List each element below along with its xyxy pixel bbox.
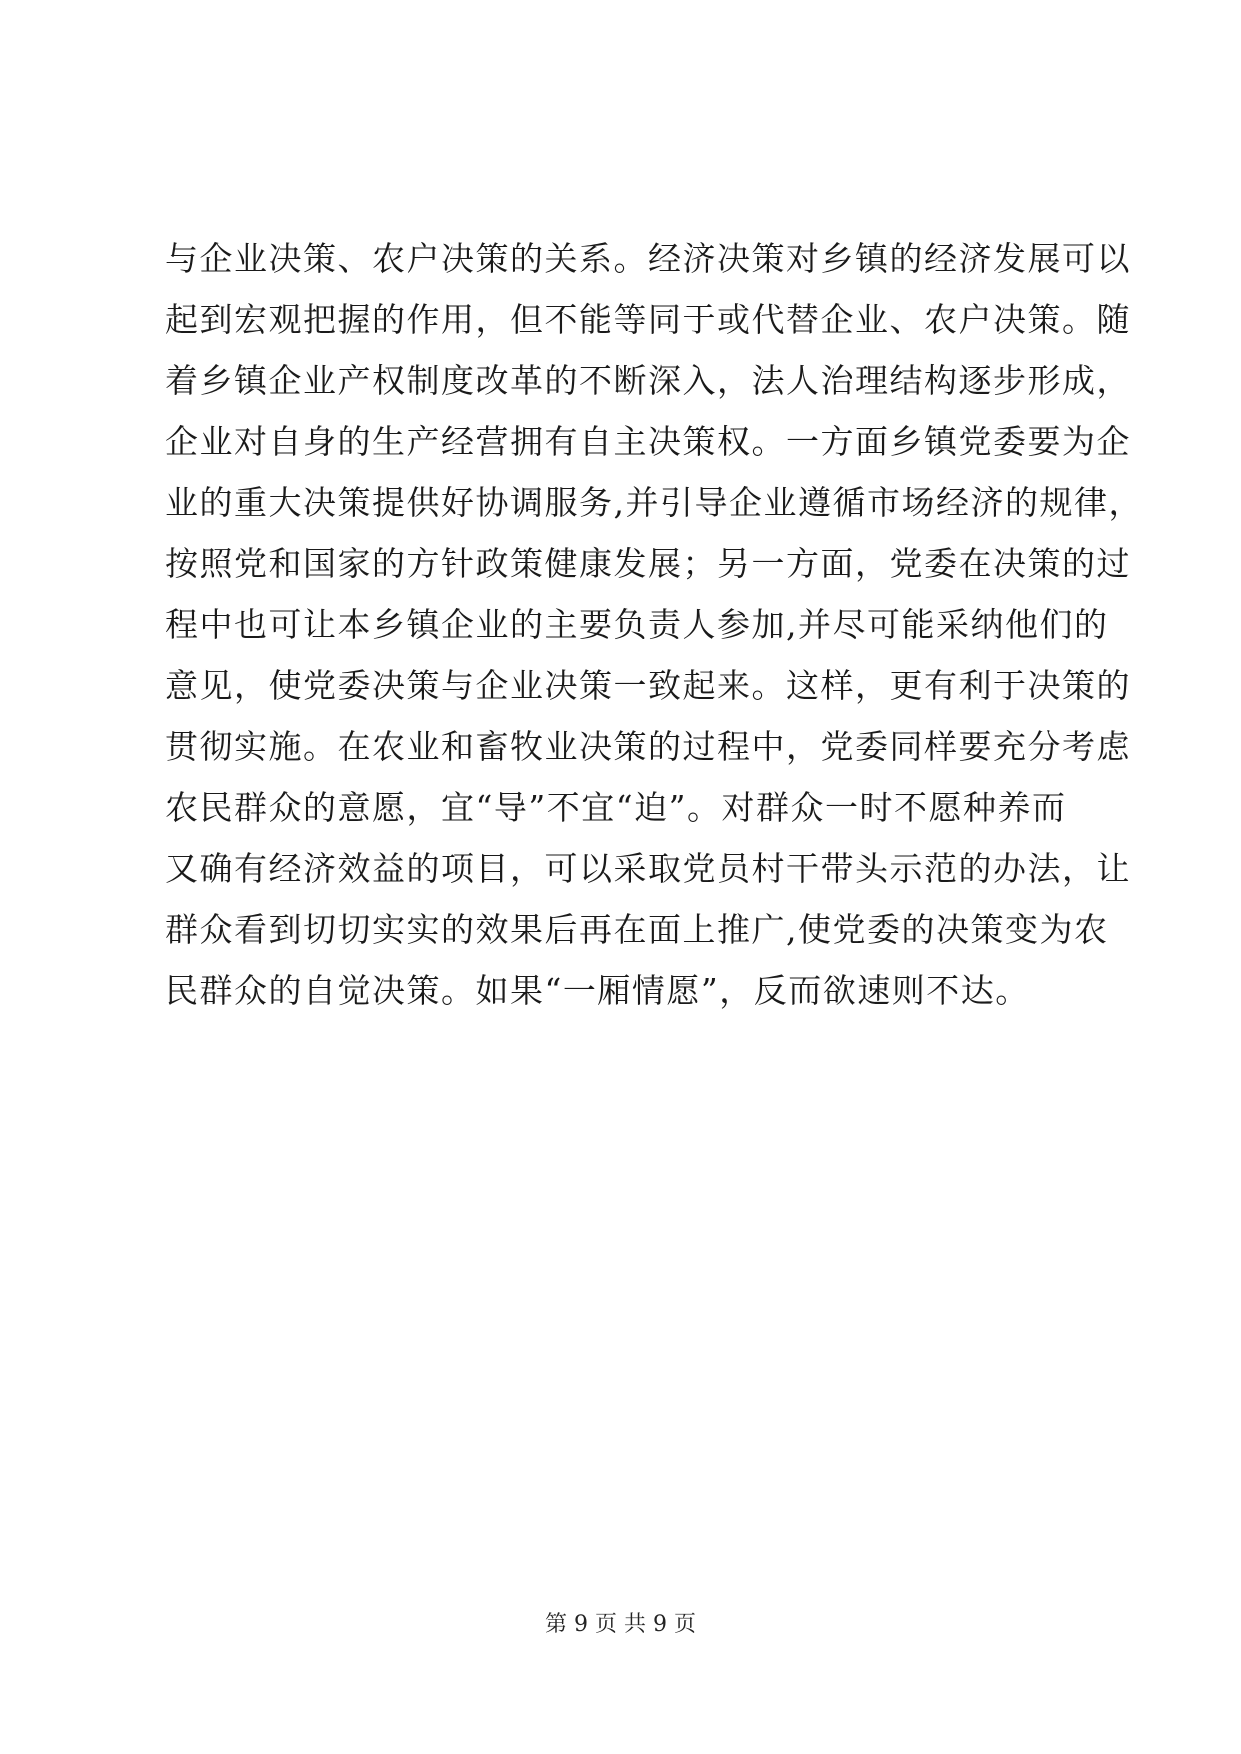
text-line-4: 企业对自身的生产经营拥有自主决策权。一方面乡镇党委要为企 [165,422,1131,461]
text-line-5: 业的重大决策提供好协调服务,并引导企业遵循市场经济的规律， [165,483,1143,522]
text-line-3: 着乡镇企业产权制度改革的不断深入，法人治理结构逐步形成， [165,361,1131,400]
text-line-12: 群众看到切切实实的效果后再在面上推广,使党委的决策变为农 [165,910,1109,949]
text-line-11: 又确有经济效益的项目，可以采取党员村干带头示范的办法，让 [165,849,1131,888]
text-line-2: 起到宏观把握的作用，但不能等同于或代替企业、农户决策。随 [165,300,1131,339]
text-line-9: 贯彻实施。在农业和畜牧业决策的过程中，党委同样要充分考虑 [165,727,1131,766]
text-line-10: 农民群众的意愿，宜“导”不宜“迫”。对群众一时不愿种养而 [165,788,1067,827]
text-line-6: 按照党和国家的方针政策健康发展；另一方面，党委在决策的过 [165,544,1131,583]
text-line-7: 程中也可让本乡镇企业的主要负责人参加,并尽可能采纳他们的 [165,605,1109,644]
body-paragraph [165,228,1143,1021]
text-line-13: 民群众的自觉决策。如果“一厢情愿”，反而欲速则不达。 [165,971,1030,1010]
text-line-1: 与企业决策、农户决策的关系。经济决策对乡镇的经济发展可以 [165,239,1131,278]
page-number-footer: 第 9 页 共 9 页 [545,1612,696,1637]
text-line-8: 意见，使党委决策与企业决策一致起来。这样，更有利于决策的 [165,666,1131,705]
